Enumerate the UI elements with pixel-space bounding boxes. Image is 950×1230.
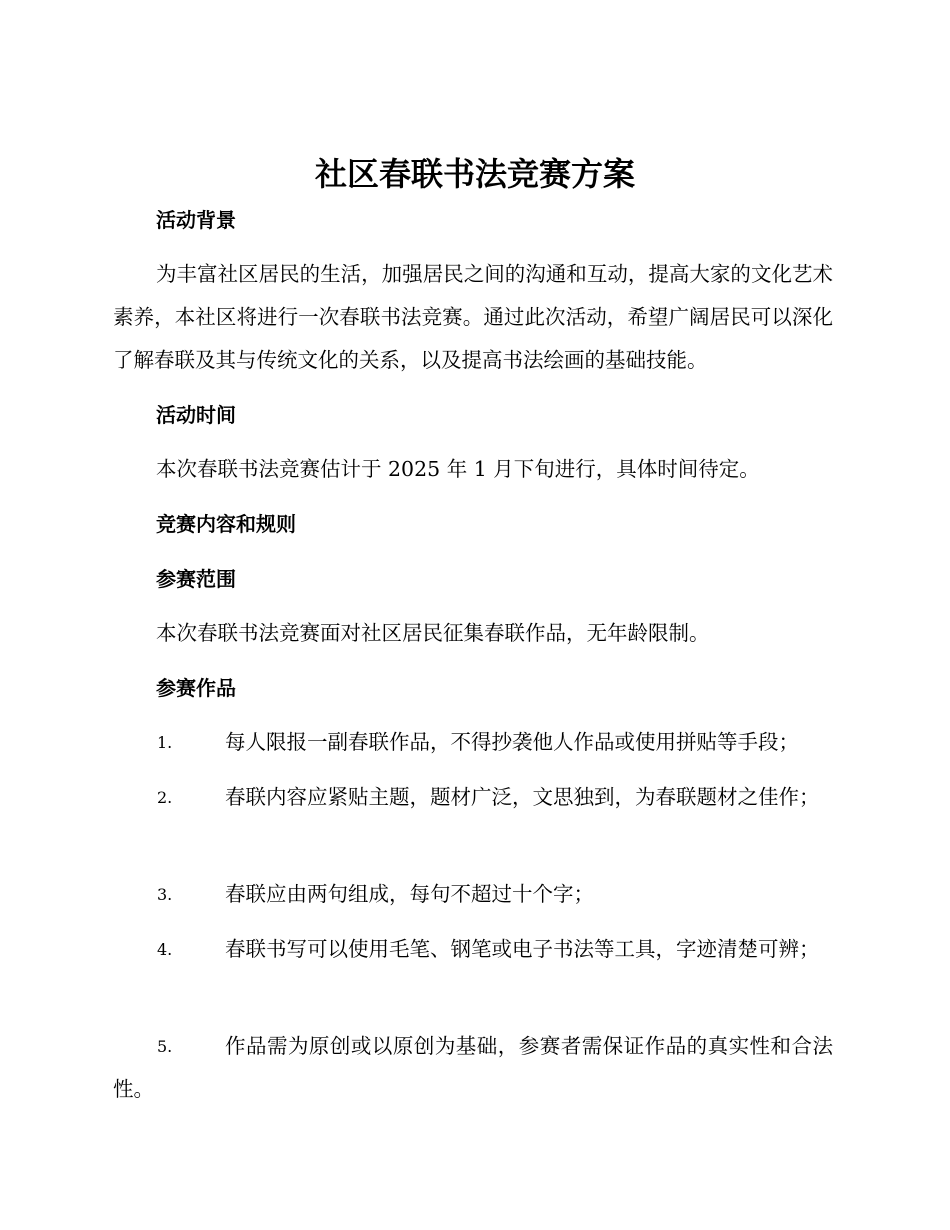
list-item	[113, 776, 833, 819]
time-paragraph: 本次春联书法竞赛估计于 2025 年 1 月下旬进行，具体时间待定。	[156, 457, 760, 481]
section-heading-time: 活动时间	[156, 403, 236, 427]
list-item-number: 2.	[157, 788, 173, 807]
list-item-text: 春联书写可以使用毛笔、钢笔或电子书法等工具，字迹清楚可辨；	[225, 937, 820, 961]
background-paragraph: 为丰富社区居民的生活，加强居民之间的沟通和互动，提高大家的文化艺术素养，本社区将进行一次春联书法竞赛。通过此次活动，希望广阔居民可以深化了解春联及其与传统文化的关系，以及提高书法绘画的基础技能。	[113, 262, 833, 372]
list-item-text: 每人限报一副春联作品，不得抄袭他人作品或使用拼贴等手段；	[225, 730, 799, 754]
list-item-number: 4.	[157, 940, 173, 959]
list-item	[113, 1025, 833, 1111]
list-item-number: 5.	[157, 1037, 173, 1056]
list-item-text: 春联内容应紧贴主题，题材广泛，文思独到，为春联题材之佳作；	[225, 785, 820, 809]
list-item	[113, 873, 833, 916]
section-heading-scope: 参赛范围	[156, 567, 236, 591]
scope-paragraph: 本次春联书法竞赛面对社区居民征集春联作品，无年龄限制。	[156, 621, 710, 645]
section-heading-works: 参赛作品	[156, 676, 236, 700]
list-item-text: 春联应由两句组成，每句不超过十个字；	[225, 882, 594, 906]
section-heading-background: 活动背景	[156, 208, 236, 232]
section-heading-rules: 竞赛内容和规则	[156, 512, 296, 536]
list-item-number: 1.	[157, 733, 173, 752]
list-item-number: 3.	[157, 885, 173, 904]
list-item-text: 作品需为原创或以原创为基础，参赛者需保证作品的真实性和合法性。	[113, 1034, 833, 1101]
list-item	[113, 928, 833, 971]
list-item	[113, 721, 833, 764]
document-title: 社区春联书法竞赛方案	[314, 155, 635, 193]
